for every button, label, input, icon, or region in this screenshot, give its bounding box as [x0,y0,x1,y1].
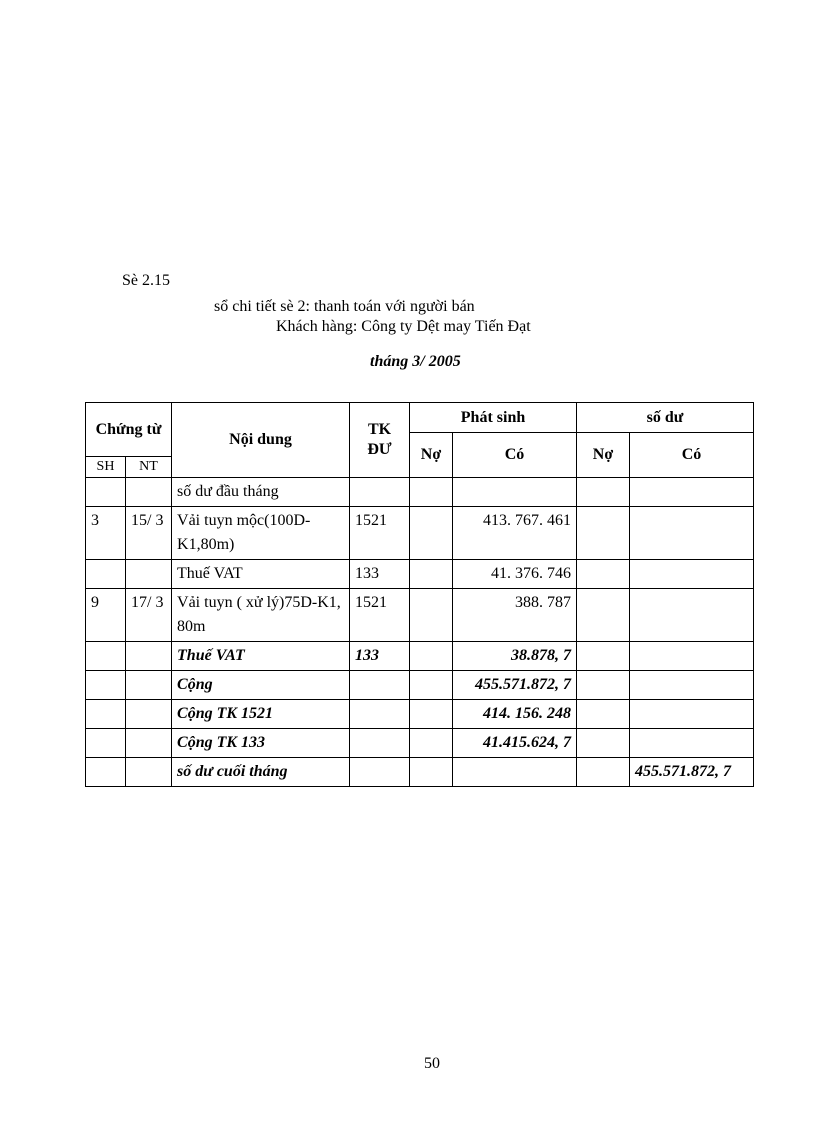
cell-nt [126,729,172,758]
figure-label: Sè 2.15 [122,272,170,289]
cell-balance-credit [630,589,754,642]
table-row [86,642,754,671]
header-sh: SH [86,457,126,478]
cell-arising-debit [410,560,453,589]
cell-arising-debit [410,729,453,758]
page-number: 50 [424,1055,440,1072]
cell-arising-debit [410,507,453,560]
cell-balance-debit [577,642,630,671]
cell-content: Thuế VAT [172,560,350,589]
cell-arising-debit [410,478,453,507]
cell-sh [86,642,126,671]
cell-balance-debit [577,700,630,729]
header-account: TK ĐƯ [350,403,410,478]
cell-arising-debit [410,589,453,642]
cell-account: 133 [350,560,410,589]
cell-sh [86,758,126,787]
cell-arising-credit: 455.571.872, 7 [453,671,577,700]
cell-balance-debit [577,758,630,787]
cell-sh: 3 [86,507,126,560]
cell-balance-credit [630,700,754,729]
cell-content: Vải tuyn ( xử lý)75D-K1, 80m [172,589,350,642]
cell-sh [86,729,126,758]
cell-account [350,729,410,758]
cell-nt: 15/ 3 [126,507,172,560]
period-label: tháng 3/ 2005 [370,353,461,370]
cell-nt [126,700,172,729]
cell-arising-debit [410,700,453,729]
cell-nt [126,478,172,507]
cell-balance-credit [630,729,754,758]
header-balance: số dư [577,403,754,433]
header-nt: NT [126,457,172,478]
cell-content: số dư đầu tháng [172,478,350,507]
cell-nt [126,758,172,787]
cell-content: Cộng TK 1521 [172,700,350,729]
cell-nt [126,671,172,700]
cell-balance-credit [630,560,754,589]
cell-arising-debit [410,758,453,787]
header-voucher: Chứng từ [86,403,172,457]
cell-arising-credit [453,478,577,507]
cell-nt [126,560,172,589]
cell-balance-credit [630,671,754,700]
cell-balance-debit [577,589,630,642]
table-row [86,589,754,642]
header-arising: Phát sinh [410,403,577,433]
cell-content: Cộng [172,671,350,700]
cell-arising-credit: 41. 376. 746 [453,560,577,589]
table-row [86,671,754,700]
cell-sh [86,478,126,507]
cell-balance-credit [630,642,754,671]
table-row [86,758,754,787]
cell-arising-debit [410,671,453,700]
cell-sh: 9 [86,589,126,642]
cell-nt [126,642,172,671]
cell-arising-credit: 41.415.624, 7 [453,729,577,758]
cell-content: Thuế VAT [172,642,350,671]
cell-balance-debit [577,729,630,758]
table-row [86,729,754,758]
cell-balance-credit [630,507,754,560]
table-row [86,478,754,507]
cell-account [350,700,410,729]
ledger-title: sổ chi tiết sè 2: thanh toán với người bán [214,298,475,315]
cell-account: 1521 [350,507,410,560]
cell-account: 1521 [350,589,410,642]
cell-nt: 17/ 3 [126,589,172,642]
cell-arising-credit [453,758,577,787]
cell-account: 133 [350,642,410,671]
cell-arising-credit: 388. 787 [453,589,577,642]
header-balance-debit: Nợ [577,433,630,478]
ledger-table [85,402,754,787]
cell-account [350,478,410,507]
cell-balance-credit [630,478,754,507]
cell-arising-debit [410,642,453,671]
cell-arising-credit: 38.878, 7 [453,642,577,671]
customer-line: Khách hàng: Công ty Dệt may Tiến Đạt [276,318,531,335]
table-row [86,560,754,589]
cell-sh [86,671,126,700]
table-row [86,507,754,560]
header-content: Nội dung [172,403,350,478]
cell-balance-debit [577,478,630,507]
cell-account [350,758,410,787]
cell-content: Vải tuyn mộc(100D-K1,80m) [172,507,350,560]
table-row [86,700,754,729]
cell-account [350,671,410,700]
header-arising-debit: Nợ [410,433,453,478]
header-balance-credit: Có [630,433,754,478]
cell-balance-debit [577,507,630,560]
header-arising-credit: Có [453,433,577,478]
cell-arising-credit: 413. 767. 461 [453,507,577,560]
cell-content: Cộng TK 133 [172,729,350,758]
cell-balance-debit [577,560,630,589]
cell-sh [86,560,126,589]
cell-arising-credit: 414. 156. 248 [453,700,577,729]
cell-balance-credit: 455.571.872, 7 [630,758,754,787]
cell-balance-debit [577,671,630,700]
cell-content: số dư cuối tháng [172,758,350,787]
cell-sh [86,700,126,729]
